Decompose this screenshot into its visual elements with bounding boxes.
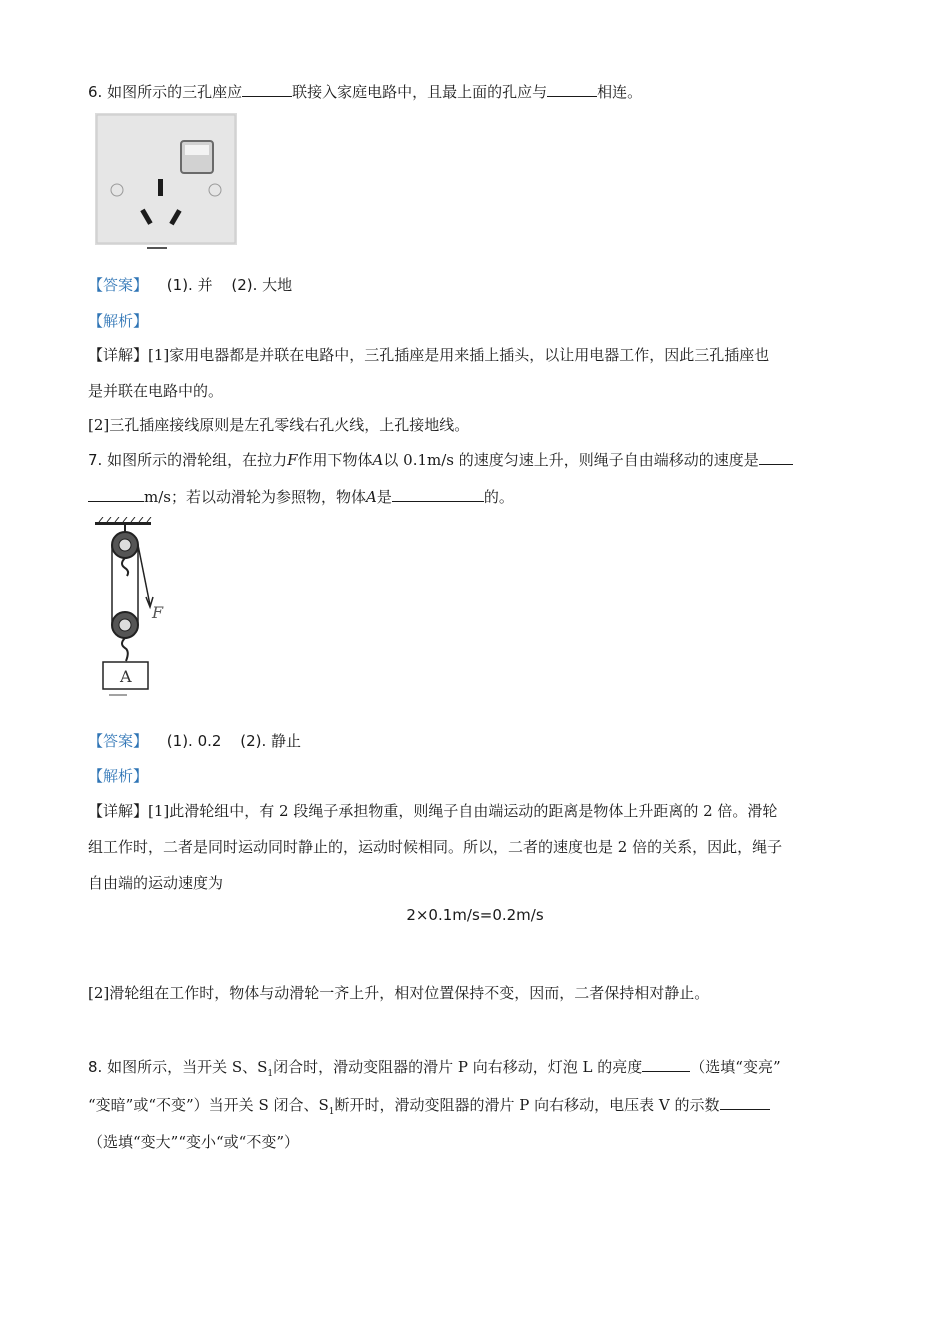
q6-text-a: 如图所示的三孔座应 [107,83,243,101]
q7-answer-2: (2). 静止 [240,732,302,750]
q7-analysis-label: 【解析】 [88,767,149,785]
q8-stem-line3: （选填“变大”“变小“或“不变”） [88,1133,300,1151]
q7-formula: 2×0.1m/s=0.2m/s [406,906,544,924]
q8-stem-line2 [88,1094,770,1117]
q7-stem-line2 [88,486,514,507]
q8-text-a: 如图所示，当开关 S、S [107,1058,268,1076]
q7-var-A: A [372,451,384,469]
q8-blank-1[interactable] [642,1057,690,1072]
q7-detail-1b: 组工作时，二者是同时运动同时静止的，运动时候相同。所以，二者的速度也是 2 倍的关系，因此，绳子 [88,838,783,856]
q6-number: 6. [88,83,103,101]
pulley-figure [95,517,175,699]
answer-label: 【答案】 [88,732,149,750]
fig-label-A: A [120,667,132,686]
q6-text-c: 相连。 [597,83,643,101]
q6-text-b: 联接入家庭电路中，且最上面的孔应与 [292,83,548,101]
q7-answer-1: (1). 0.2 [166,732,222,750]
q7-detail-2: [2]滑轮组在工作时，物体与动滑轮一齐上升，相对位置保持不变，因而，二者保持相对静止。 [88,984,710,1002]
answer-label: 【答案】 [88,276,149,294]
q7-detail-1a-text: [1]此滑轮组中，有 2 段绳子承担物重，则绳子自由端运动的距离是物体上升距离的 2 倍。滑轮 [148,802,778,820]
q7-number: 7. [88,451,103,469]
q8-text-b: 闭合时，滑动变阻器的滑片 P 向右移动，灯泡 L 的亮度 [273,1058,643,1076]
q7-blank-2[interactable] [392,487,484,502]
q6-stem [88,81,642,102]
q7-blank-1a[interactable] [759,450,793,465]
fig-label-F: F [152,603,164,622]
q8-sub-1: 1 [267,1069,274,1079]
q7-var-A-2: A [365,488,377,506]
q6-blank-1[interactable] [242,82,292,97]
q6-blank-2[interactable] [547,82,597,97]
q7-text-d: m/s；若以动滑轮为参照物，物体 [144,488,366,506]
q7-answer [88,730,301,751]
q7-detail-1a [88,800,777,821]
q6-analysis-label: 【解析】 [88,312,149,330]
q6-detail-1a-text: [1]家用电器都是并联在电路中，三孔插座是用来插上插头，以让用电器工作，因此三孔插座也 [148,346,770,364]
q7-text-e: 是 [376,488,392,506]
q7-text-f: 的。 [483,488,514,506]
q6-answer-2: (2). 大地 [231,276,293,294]
q7-stem-line1 [88,449,793,470]
q8-text-d: “变暗”或“不变”）当开关 S 闭合、S [88,1096,329,1114]
q8-text-e: 断开时，滑动变阻器的滑片 P 向右移动，电压表 V 的示数 [334,1096,720,1114]
q7-text-c: 以 0.1m/s 的速度匀速上升，则绳子自由端移动的速度是 [383,451,759,469]
q6-detail-1a [88,344,769,365]
socket-figure [95,113,237,253]
q8-blank-2[interactable] [720,1095,770,1110]
q7-text-b: 作用下物体 [297,451,373,469]
detail-label: 【详解】 [88,802,149,820]
q8-sub-2: 1 [328,1107,335,1117]
q8-text-c: （选填“变亮” [690,1058,781,1076]
q6-answer [88,274,292,295]
q6-answer-1: (1). 并 [166,276,213,294]
q7-text-a: 如图所示的滑轮组，在拉力 [107,451,288,469]
q7-detail-1c: 自由端的运动速度为 [88,874,224,892]
q7-var-F: F [287,451,298,469]
q8-stem-line1 [88,1056,781,1079]
detail-label: 【详解】 [88,346,149,364]
q7-blank-1b[interactable] [88,487,144,502]
q6-detail-2: [2]三孔插座接线原则是左孔零线右孔火线，上孔接地线。 [88,416,470,434]
q8-number: 8. [88,1058,103,1076]
q6-detail-1b: 是并联在电路中的。 [88,382,224,400]
